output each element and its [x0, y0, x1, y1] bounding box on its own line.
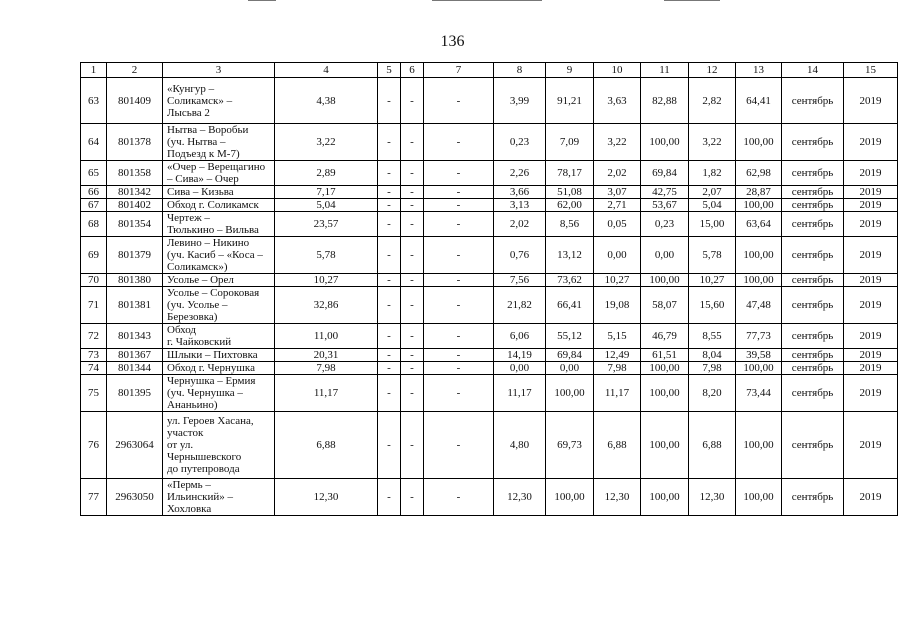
cell-col-14: сентябрь [782, 124, 844, 161]
cell-col-6: - [401, 161, 424, 186]
cell-col-14: сентябрь [782, 349, 844, 362]
road-name-cell [163, 237, 275, 274]
cell-col-13: 100,00 [736, 199, 782, 212]
cell-col-5: - [378, 212, 401, 237]
cell-col-14: сентябрь [782, 199, 844, 212]
cell-col-6: - [401, 78, 424, 124]
table-row [81, 186, 898, 199]
cell-col-1: 70 [81, 274, 107, 287]
column-header-6: 6 [401, 63, 424, 78]
cell-col-13: 100,00 [736, 237, 782, 274]
road-name-line: «Кунгур – [167, 82, 215, 95]
cell-col-6: - [401, 324, 424, 349]
cell-col-9: 62,00 [546, 199, 594, 212]
cell-col-9: 51,08 [546, 186, 594, 199]
cell-col-5: - [378, 124, 401, 161]
table-row [81, 212, 898, 237]
cell-col-4: 12,30 [275, 479, 378, 516]
cell-col-2: 2963050 [107, 479, 163, 516]
cell-col-12: 7,98 [689, 362, 736, 375]
road-name-line: – Сива» – Очер [167, 173, 239, 185]
road-name-cell [163, 287, 275, 324]
cell-col-9: 13,12 [546, 237, 594, 274]
cell-col-15: 2019 [844, 124, 898, 161]
cell-col-12: 8,55 [689, 324, 736, 349]
cell-col-7: - [424, 78, 494, 124]
cell-col-12: 8,20 [689, 375, 736, 412]
cell-col-12: 8,04 [689, 349, 736, 362]
roads-table [80, 62, 898, 516]
cell-col-10: 7,98 [594, 362, 641, 375]
scan-artifact-center [432, 0, 542, 1]
cell-col-2: 801409 [107, 78, 163, 124]
table-row [81, 375, 898, 412]
cell-col-15: 2019 [844, 349, 898, 362]
cell-col-13: 100,00 [736, 274, 782, 287]
cell-col-5: - [378, 186, 401, 199]
cell-col-5: - [378, 78, 401, 124]
road-name-cell [163, 362, 275, 375]
cell-col-14: сентябрь [782, 362, 844, 375]
cell-col-14: сентябрь [782, 237, 844, 274]
cell-col-6: - [401, 375, 424, 412]
column-header-15: 15 [844, 63, 898, 78]
cell-col-8: 4,80 [494, 412, 546, 479]
road-name-cell [163, 212, 275, 237]
cell-col-14: сентябрь [782, 412, 844, 479]
column-header-2: 2 [107, 63, 163, 78]
road-name-line: Левино – Никино [167, 237, 250, 249]
cell-col-11: 0,23 [641, 212, 689, 237]
cell-col-1: 67 [81, 199, 107, 212]
road-name-line: участок [167, 427, 204, 439]
cell-col-7: - [424, 212, 494, 237]
cell-col-15: 2019 [844, 161, 898, 186]
column-header-10: 10 [594, 63, 641, 78]
cell-col-4: 6,88 [275, 412, 378, 479]
road-name-line: Подъезд к М-7) [167, 148, 240, 160]
cell-col-11: 100,00 [641, 274, 689, 287]
cell-col-4: 7,98 [275, 362, 378, 375]
page-number: 136 [440, 33, 465, 50]
cell-col-1: 74 [81, 362, 107, 375]
cell-col-6: - [401, 287, 424, 324]
cell-col-13: 47,48 [736, 287, 782, 324]
cell-col-13: 62,98 [736, 161, 782, 186]
cell-col-15: 2019 [844, 199, 898, 212]
cell-col-10: 12,30 [594, 479, 641, 516]
cell-col-1: 64 [81, 124, 107, 161]
table-row [81, 78, 898, 124]
cell-col-12: 2,07 [689, 186, 736, 199]
cell-col-2: 2963064 [107, 412, 163, 479]
road-name-cell [163, 324, 275, 349]
cell-col-8: 0,23 [494, 124, 546, 161]
cell-col-15: 2019 [844, 324, 898, 349]
cell-col-10: 0,00 [594, 237, 641, 274]
cell-col-1: 75 [81, 375, 107, 412]
cell-col-4: 4,38 [275, 78, 378, 124]
cell-col-7: - [424, 375, 494, 412]
cell-col-8: 3,13 [494, 199, 546, 212]
cell-col-11: 53,67 [641, 199, 689, 212]
cell-col-7: - [424, 479, 494, 516]
cell-col-7: - [424, 412, 494, 479]
cell-col-10: 10,27 [594, 274, 641, 287]
cell-col-6: - [401, 186, 424, 199]
cell-col-15: 2019 [844, 412, 898, 479]
road-name-line: Чернушка – Ермия [167, 375, 256, 387]
cell-col-15: 2019 [844, 212, 898, 237]
cell-col-10: 19,08 [594, 287, 641, 324]
cell-col-8: 3,99 [494, 78, 546, 124]
cell-col-7: - [424, 199, 494, 212]
cell-col-4: 11,00 [275, 324, 378, 349]
cell-col-8: 21,82 [494, 287, 546, 324]
cell-col-8: 3,66 [494, 186, 546, 199]
table-row [81, 362, 898, 375]
cell-col-15: 2019 [844, 274, 898, 287]
road-name-line: Ананьино) [167, 399, 218, 411]
road-name-cell [163, 375, 275, 412]
cell-col-11: 61,51 [641, 349, 689, 362]
cell-col-10: 2,02 [594, 161, 641, 186]
cell-col-9: 8,56 [546, 212, 594, 237]
cell-col-6: - [401, 412, 424, 479]
cell-col-9: 69,73 [546, 412, 594, 479]
cell-col-10: 6,88 [594, 412, 641, 479]
cell-col-11: 0,00 [641, 237, 689, 274]
cell-col-14: сентябрь [782, 287, 844, 324]
road-name-line: Усолье – Орел [167, 274, 234, 286]
cell-col-5: - [378, 287, 401, 324]
column-header-5: 5 [378, 63, 401, 78]
cell-col-6: - [401, 212, 424, 237]
cell-col-7: - [424, 237, 494, 274]
cell-col-8: 0,00 [494, 362, 546, 375]
cell-col-11: 100,00 [641, 412, 689, 479]
road-name-line: Обход [167, 324, 196, 336]
column-header-13: 13 [736, 63, 782, 78]
road-name-cell [163, 199, 275, 212]
cell-col-1: 66 [81, 186, 107, 199]
cell-col-12: 2,82 [689, 78, 736, 124]
cell-col-2: 801378 [107, 124, 163, 161]
cell-col-10: 3,22 [594, 124, 641, 161]
column-header-11: 11 [641, 63, 689, 78]
cell-col-11: 100,00 [641, 362, 689, 375]
cell-col-12: 6,88 [689, 412, 736, 479]
cell-col-4: 5,78 [275, 237, 378, 274]
column-header-3: 3 [163, 63, 275, 78]
cell-col-13: 100,00 [736, 479, 782, 516]
cell-col-14: сентябрь [782, 78, 844, 124]
cell-col-9: 73,62 [546, 274, 594, 287]
cell-col-2: 801342 [107, 186, 163, 199]
cell-col-14: сентябрь [782, 212, 844, 237]
cell-col-5: - [378, 237, 401, 274]
table-row [81, 287, 898, 324]
cell-col-1: 65 [81, 161, 107, 186]
road-name-cell [163, 349, 275, 362]
cell-col-4: 5,04 [275, 199, 378, 212]
road-name-line: «Пермь – [167, 479, 211, 491]
cell-col-1: 69 [81, 237, 107, 274]
column-header-9: 9 [546, 63, 594, 78]
scan-artifact-right [664, 0, 720, 1]
cell-col-1: 73 [81, 349, 107, 362]
cell-col-4: 3,22 [275, 124, 378, 161]
road-name-line: Обход г. Соликамск [167, 199, 259, 211]
cell-col-9: 0,00 [546, 362, 594, 375]
road-name-line: Нытва – Воробьи [167, 124, 249, 136]
cell-col-1: 72 [81, 324, 107, 349]
cell-col-8: 11,17 [494, 375, 546, 412]
cell-col-14: сентябрь [782, 324, 844, 349]
road-name-cell [163, 186, 275, 199]
road-name-line: Усолье – Сороковая [167, 287, 260, 299]
cell-col-8: 12,30 [494, 479, 546, 516]
cell-col-12: 12,30 [689, 479, 736, 516]
cell-col-13: 39,58 [736, 349, 782, 362]
cell-col-2: 801367 [107, 349, 163, 362]
column-header-7: 7 [424, 63, 494, 78]
cell-col-13: 100,00 [736, 412, 782, 479]
cell-col-5: - [378, 349, 401, 362]
road-name-line: ул. Героев Хасана, [167, 415, 254, 427]
road-name-line: «Очер – Верещагино [167, 161, 266, 173]
cell-col-13: 77,73 [736, 324, 782, 349]
cell-col-13: 64,41 [736, 78, 782, 124]
cell-col-2: 801395 [107, 375, 163, 412]
cell-col-12: 5,04 [689, 199, 736, 212]
cell-col-7: - [424, 161, 494, 186]
cell-col-15: 2019 [844, 237, 898, 274]
road-name-line: Соликамск») [167, 261, 228, 273]
road-name-cell [163, 124, 275, 161]
cell-col-14: сентябрь [782, 161, 844, 186]
table-body [81, 78, 898, 516]
table-row [81, 237, 898, 274]
road-name-line: Чернышевского [167, 451, 242, 463]
cell-col-14: сентябрь [782, 274, 844, 287]
column-header-8: 8 [494, 63, 546, 78]
cell-col-2: 801402 [107, 199, 163, 212]
cell-col-13: 28,87 [736, 186, 782, 199]
cell-col-5: - [378, 412, 401, 479]
cell-col-2: 801358 [107, 161, 163, 186]
cell-col-6: - [401, 349, 424, 362]
cell-col-7: - [424, 362, 494, 375]
cell-col-8: 6,06 [494, 324, 546, 349]
table-row [81, 124, 898, 161]
cell-col-8: 0,76 [494, 237, 546, 274]
road-name-line: Сива – Кизьва [167, 186, 234, 198]
cell-col-11: 58,07 [641, 287, 689, 324]
cell-col-2: 801381 [107, 287, 163, 324]
cell-col-11: 46,79 [641, 324, 689, 349]
cell-col-7: - [424, 349, 494, 362]
cell-col-11: 69,84 [641, 161, 689, 186]
cell-col-10: 3,63 [594, 78, 641, 124]
cell-col-13: 73,44 [736, 375, 782, 412]
cell-col-10: 2,71 [594, 199, 641, 212]
cell-col-4: 11,17 [275, 375, 378, 412]
cell-col-7: - [424, 124, 494, 161]
cell-col-4: 20,31 [275, 349, 378, 362]
cell-col-9: 100,00 [546, 479, 594, 516]
road-name-line: Хохловка [167, 503, 212, 515]
road-name-cell [163, 161, 275, 186]
cell-col-5: - [378, 362, 401, 375]
cell-col-2: 801344 [107, 362, 163, 375]
cell-col-9: 78,17 [546, 161, 594, 186]
cell-col-9: 69,84 [546, 349, 594, 362]
road-name-line: (уч. Чернушка – [167, 387, 243, 399]
cell-col-9: 7,09 [546, 124, 594, 161]
cell-col-6: - [401, 362, 424, 375]
cell-col-2: 801380 [107, 274, 163, 287]
road-name-line: Соликамск» – [167, 94, 233, 107]
column-header-14: 14 [782, 63, 844, 78]
cell-col-10: 11,17 [594, 375, 641, 412]
cell-col-1: 63 [81, 78, 107, 124]
cell-col-7: - [424, 186, 494, 199]
cell-col-15: 2019 [844, 362, 898, 375]
cell-col-6: - [401, 274, 424, 287]
table-row [81, 479, 898, 516]
cell-col-7: - [424, 274, 494, 287]
cell-col-15: 2019 [844, 186, 898, 199]
road-name-line: до путепровода [167, 463, 240, 475]
cell-col-4: 32,86 [275, 287, 378, 324]
cell-col-10: 5,15 [594, 324, 641, 349]
road-name-line: Березовка) [167, 311, 218, 323]
header-row [81, 63, 898, 78]
cell-col-10: 0,05 [594, 212, 641, 237]
cell-col-8: 2,26 [494, 161, 546, 186]
road-name-line: от ул. [167, 439, 194, 451]
cell-col-2: 801343 [107, 324, 163, 349]
cell-col-5: - [378, 375, 401, 412]
cell-col-15: 2019 [844, 479, 898, 516]
road-name-line: г. Чайковский [167, 336, 232, 348]
cell-col-5: - [378, 199, 401, 212]
road-name-cell [163, 274, 275, 287]
cell-col-12: 5,78 [689, 237, 736, 274]
cell-col-9: 66,41 [546, 287, 594, 324]
cell-col-9: 55,12 [546, 324, 594, 349]
road-name-line: Обход г. Чернушка [167, 362, 255, 374]
cell-col-4: 23,57 [275, 212, 378, 237]
table-row [81, 412, 898, 479]
cell-col-15: 2019 [844, 78, 898, 124]
cell-col-11: 82,88 [641, 78, 689, 124]
road-name-line: Ильинский» – [167, 491, 233, 503]
road-name-line: (уч. Усолье – [167, 299, 228, 311]
cell-col-8: 7,56 [494, 274, 546, 287]
cell-col-7: - [424, 287, 494, 324]
cell-col-15: 2019 [844, 375, 898, 412]
column-header-12: 12 [689, 63, 736, 78]
cell-col-13: 100,00 [736, 362, 782, 375]
cell-col-14: сентябрь [782, 479, 844, 516]
road-name-line: Шлыки – Пихтовка [167, 349, 258, 361]
cell-col-1: 71 [81, 287, 107, 324]
table-row [81, 324, 898, 349]
cell-col-10: 12,49 [594, 349, 641, 362]
table-row [81, 349, 898, 362]
cell-col-6: - [401, 199, 424, 212]
cell-col-8: 2,02 [494, 212, 546, 237]
cell-col-4: 7,17 [275, 186, 378, 199]
cell-col-4: 2,89 [275, 161, 378, 186]
cell-col-14: сентябрь [782, 375, 844, 412]
cell-col-12: 1,82 [689, 161, 736, 186]
table-row [81, 199, 898, 212]
cell-col-11: 42,75 [641, 186, 689, 199]
cell-col-12: 15,60 [689, 287, 736, 324]
road-name-line: Чертеж – [167, 212, 210, 224]
cell-col-5: - [378, 274, 401, 287]
table-row [81, 274, 898, 287]
road-name-line: Тюлькино – Вильва [167, 224, 259, 236]
table-row [81, 161, 898, 186]
cell-col-2: 801354 [107, 212, 163, 237]
cell-col-9: 91,21 [546, 78, 594, 124]
cell-col-1: 76 [81, 412, 107, 479]
cell-col-10: 3,07 [594, 186, 641, 199]
cell-col-12: 15,00 [689, 212, 736, 237]
road-name-line: (уч. Касиб – «Коса – [167, 249, 263, 261]
cell-col-11: 100,00 [641, 479, 689, 516]
cell-col-11: 100,00 [641, 375, 689, 412]
cell-col-5: - [378, 324, 401, 349]
road-name-line: (уч. Нытва – [167, 136, 226, 148]
road-name-cell [163, 78, 275, 124]
cell-col-1: 68 [81, 212, 107, 237]
cell-col-7: - [424, 324, 494, 349]
cell-col-2: 801379 [107, 237, 163, 274]
cell-col-5: - [378, 161, 401, 186]
cell-col-4: 10,27 [275, 274, 378, 287]
cell-col-9: 100,00 [546, 375, 594, 412]
scan-artifact-left [248, 0, 276, 1]
road-name-cell [163, 412, 275, 479]
cell-col-15: 2019 [844, 287, 898, 324]
cell-col-6: - [401, 479, 424, 516]
road-name-line: Лысьва 2 [167, 106, 210, 119]
cell-col-12: 3,22 [689, 124, 736, 161]
cell-col-6: - [401, 237, 424, 274]
cell-col-13: 63,64 [736, 212, 782, 237]
cell-col-6: - [401, 124, 424, 161]
cell-col-14: сентябрь [782, 186, 844, 199]
cell-col-13: 100,00 [736, 124, 782, 161]
cell-col-12: 10,27 [689, 274, 736, 287]
column-header-1: 1 [81, 63, 107, 78]
cell-col-5: - [378, 479, 401, 516]
cell-col-1: 77 [81, 479, 107, 516]
cell-col-11: 100,00 [641, 124, 689, 161]
column-header-4: 4 [275, 63, 378, 78]
cell-col-8: 14,19 [494, 349, 546, 362]
road-name-cell [163, 479, 275, 516]
